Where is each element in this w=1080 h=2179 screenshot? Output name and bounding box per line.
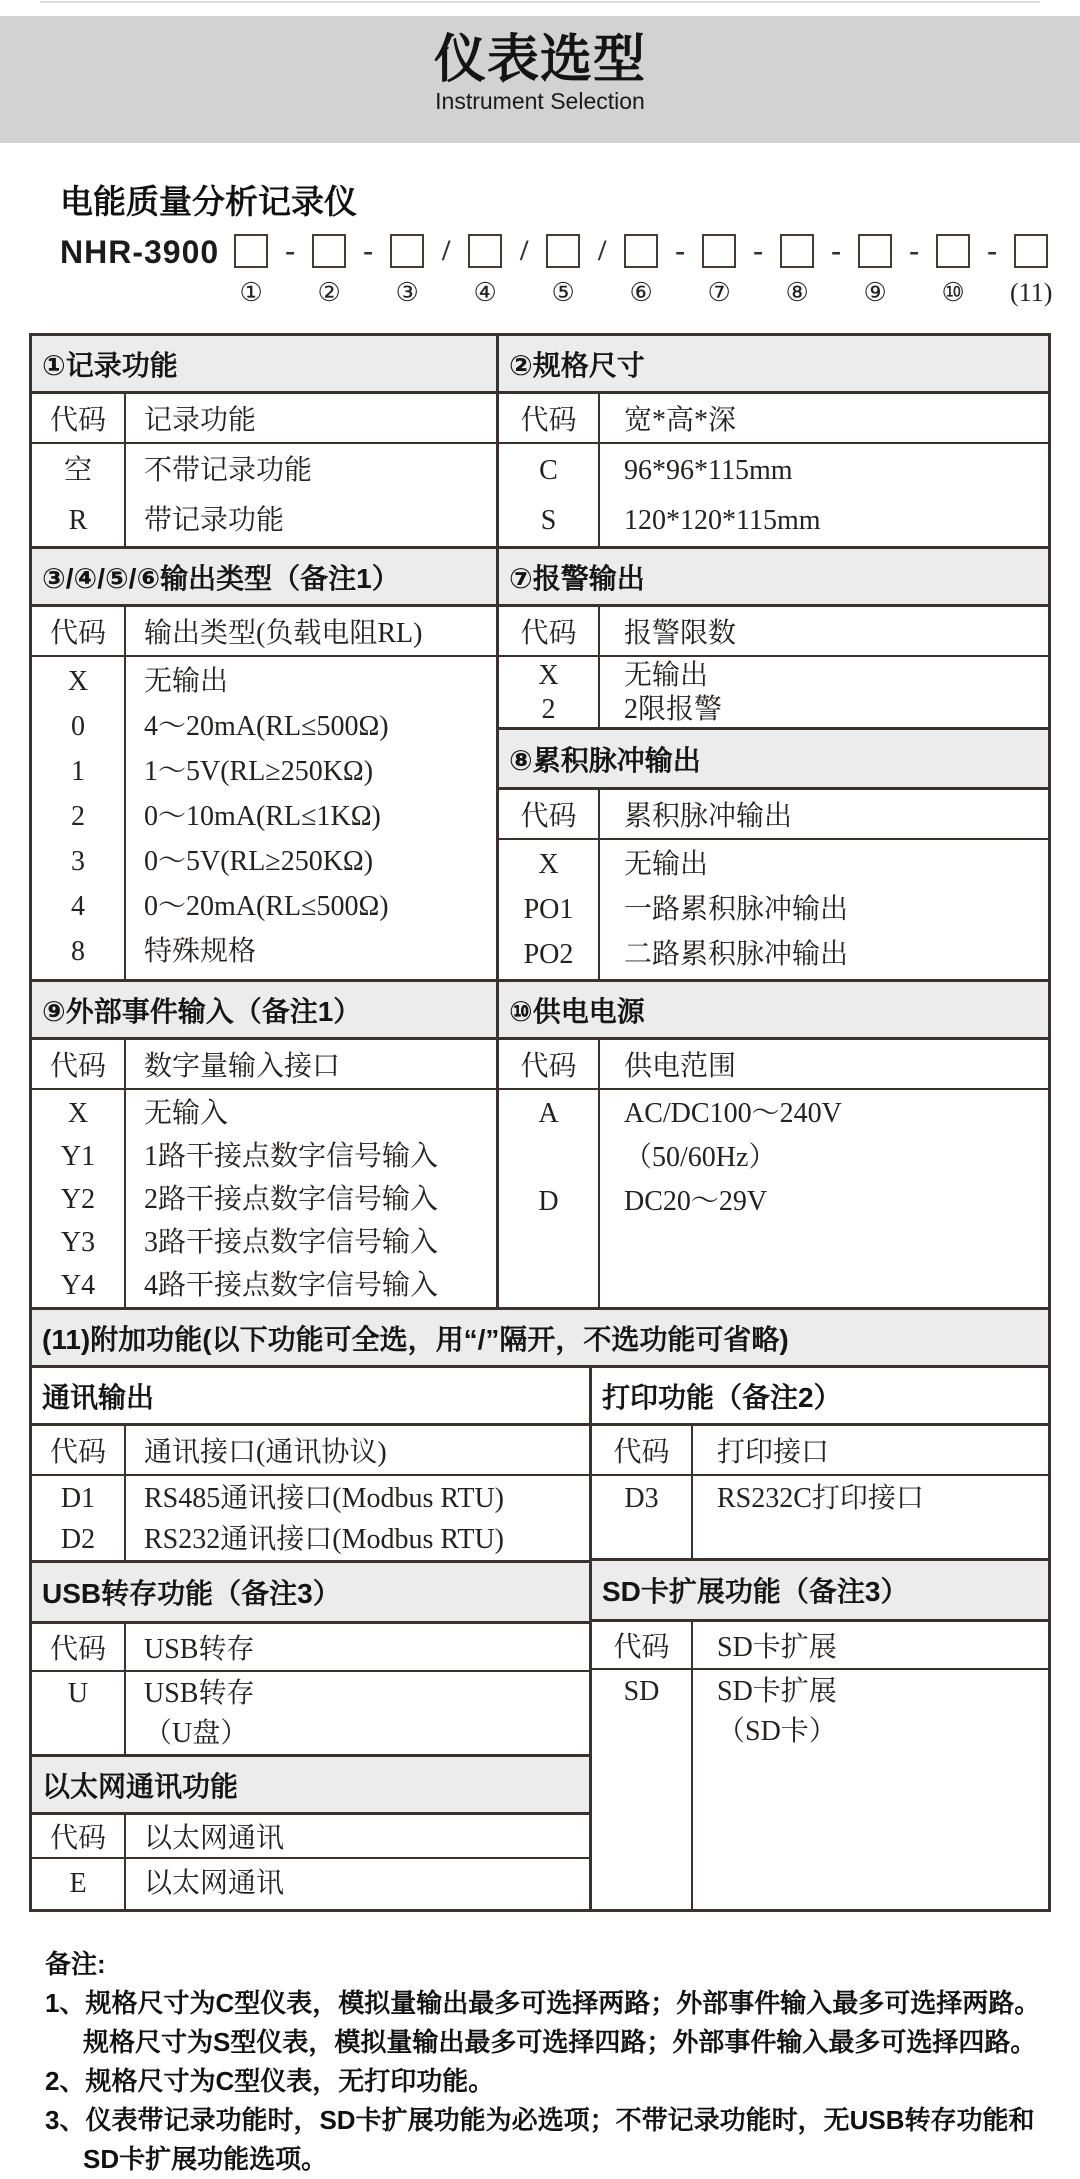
section-usb-title: USB转存功能（备注3） bbox=[32, 1563, 589, 1624]
code-cell: S bbox=[540, 505, 557, 536]
model-position-2 bbox=[311, 234, 347, 308]
section-2-dimensions bbox=[499, 336, 1048, 546]
code-cell bbox=[32, 1714, 124, 1754]
desc-cell: USB转存 bbox=[144, 1678, 255, 1709]
table-body bbox=[32, 657, 496, 979]
desc-cell: DC20～29V bbox=[624, 1186, 768, 1217]
band-additional-functions bbox=[32, 1310, 1048, 1368]
desc-cell: （SD卡） bbox=[717, 1716, 837, 1747]
model-code-box bbox=[546, 234, 580, 268]
desc-cell: 0～20mA(RL≤500Ω) bbox=[144, 891, 389, 922]
code-cell: X bbox=[538, 849, 559, 880]
code-cell: Y3 bbox=[60, 1227, 96, 1258]
model-position-label: ⑧ bbox=[785, 278, 809, 307]
section-title: ⑨外部事件输入（备注1） bbox=[32, 982, 496, 1040]
section-title: ⑩供电电源 bbox=[499, 982, 1048, 1040]
code-cell: 空 bbox=[63, 455, 92, 486]
code-cell: 1 bbox=[71, 756, 85, 787]
column-header: USB转存 bbox=[144, 1634, 255, 1665]
section-9-external-events bbox=[32, 982, 499, 1307]
column-header: 记录功能 bbox=[144, 405, 257, 436]
code-header: 代码 bbox=[32, 1624, 126, 1670]
code-cell: D bbox=[538, 1186, 559, 1217]
table-body bbox=[32, 1090, 496, 1307]
table-body bbox=[32, 444, 496, 546]
desc-cell: 3路干接点数字信号输入 bbox=[144, 1227, 439, 1258]
column-header-row bbox=[499, 394, 1048, 444]
model-separator: - bbox=[675, 234, 686, 267]
section-10-power-supply bbox=[499, 982, 1048, 1307]
left-stack-comm-usb-eth bbox=[32, 1368, 592, 1909]
model-code-box bbox=[624, 234, 658, 268]
model-position-label: ⑨ bbox=[863, 278, 887, 307]
model-position-label: ⑤ bbox=[551, 278, 575, 307]
column-header-row bbox=[499, 1040, 1048, 1090]
model-separator: / bbox=[598, 234, 607, 267]
code-header: 代码 bbox=[499, 607, 600, 655]
model-separator: - bbox=[753, 234, 764, 267]
model-separator: - bbox=[285, 234, 296, 267]
section-11-additional-title: (11)附加功能(以下功能可全选，用“/”隔开，不选功能可省略) bbox=[32, 1310, 1048, 1365]
column-header: 数字量输入接口 bbox=[144, 1051, 341, 1082]
code-cell: Y4 bbox=[60, 1270, 96, 1301]
model-separator: - bbox=[909, 234, 920, 267]
model-code-box bbox=[390, 234, 424, 268]
code-header: 代码 bbox=[592, 1622, 693, 1668]
column-header: 通讯接口(通讯协议) bbox=[144, 1437, 387, 1468]
section-comm-output-title: 通讯输出 bbox=[32, 1368, 589, 1426]
code-header: 代码 bbox=[592, 1426, 693, 1474]
note-line: SD卡扩展功能选项。 bbox=[83, 2144, 328, 2174]
note-line: 2、规格尺寸为C型仪表，无打印功能。 bbox=[45, 2066, 495, 2096]
desc-cell: 无输出 bbox=[624, 660, 709, 691]
model-code-box bbox=[234, 234, 268, 268]
column-header-row bbox=[32, 394, 496, 444]
model-prefix: NHR-3900 bbox=[60, 234, 220, 270]
model-code-box bbox=[468, 234, 502, 268]
code-cell: R bbox=[68, 505, 88, 536]
band-output-alarm bbox=[32, 549, 1048, 982]
section-1-record-function bbox=[32, 336, 499, 546]
right-stack-print-sd bbox=[592, 1368, 1048, 1909]
column-header: 报警限数 bbox=[624, 618, 737, 649]
notes-block bbox=[45, 1945, 1055, 2179]
model-separator: / bbox=[442, 234, 451, 267]
code-cell: X bbox=[67, 666, 89, 697]
column-header-row bbox=[32, 1040, 496, 1090]
model-position-4 bbox=[467, 234, 503, 308]
section-8-pulse-output-title: ⑧累积脉冲输出 bbox=[499, 730, 1048, 790]
column-header-row bbox=[592, 1426, 1048, 1476]
desc-cell: 无输出 bbox=[144, 666, 229, 697]
page-subtitle: Instrument Selection bbox=[435, 88, 645, 114]
model-position-5 bbox=[545, 234, 581, 308]
model-code-box bbox=[936, 234, 970, 268]
desc-cell: 1～5V(RL≥250KΩ) bbox=[144, 756, 374, 787]
desc-cell: 无输出 bbox=[624, 849, 709, 880]
desc-cell: 以太网通讯 bbox=[144, 1868, 285, 1899]
desc-cell: 二路累积脉冲输出 bbox=[624, 939, 849, 970]
column-header: 累积脉冲输出 bbox=[624, 801, 793, 832]
desc-cell: 2限报警 bbox=[624, 694, 723, 725]
column-header-row bbox=[32, 1624, 589, 1672]
desc-cell: 特殊规格 bbox=[144, 936, 257, 967]
model-position-label: ④ bbox=[473, 278, 497, 307]
band-events-power bbox=[32, 982, 1048, 1310]
page-title: 仪表选型 bbox=[433, 31, 646, 89]
model-code-box bbox=[312, 234, 346, 268]
note-line: 规格尺寸为S型仪表，模拟量输出最多可选择四路；外部事件输入最多可选择四路。 bbox=[83, 2027, 1037, 2057]
desc-cell: 无输入 bbox=[144, 1098, 229, 1129]
model-code-box bbox=[780, 234, 814, 268]
desc-cell: 一路累积脉冲输出 bbox=[624, 894, 849, 925]
note-line: 3、仪表带记录功能时，SD卡扩展功能为必选项；不带记录功能时，无USB转存功能和 bbox=[45, 2105, 1035, 2135]
model-separator: - bbox=[363, 234, 374, 267]
code-cell: Y2 bbox=[60, 1184, 96, 1215]
code-cell bbox=[592, 1712, 691, 1752]
model-position-11 bbox=[1010, 234, 1053, 308]
right-stack-alarm-pulse bbox=[499, 549, 1048, 979]
column-header: 以太网通讯 bbox=[144, 1823, 285, 1854]
section-title: ①记录功能 bbox=[32, 336, 496, 394]
model-separator: - bbox=[831, 234, 842, 267]
note-line: 1、规格尺寸为C型仪表，模拟量输出最多可选择两路；外部事件输入最多可选择两路。 bbox=[45, 1988, 1041, 2018]
section-title: ②规格尺寸 bbox=[499, 336, 1048, 394]
model-position-6 bbox=[623, 234, 659, 308]
code-header: 代码 bbox=[32, 607, 126, 655]
section-print-title: 打印功能（备注2） bbox=[592, 1368, 1048, 1426]
model-position-9 bbox=[857, 234, 893, 308]
section-7-alarm-output-title: ⑦报警输出 bbox=[499, 549, 1048, 607]
code-cell: 2 bbox=[541, 694, 556, 725]
desc-cell: 不带记录功能 bbox=[144, 455, 313, 486]
code-cell: X bbox=[67, 1098, 89, 1129]
table-body bbox=[499, 444, 1048, 546]
band-options bbox=[32, 1368, 1048, 1909]
desc-cell: 96*96*115mm bbox=[624, 455, 793, 486]
model-separator: / bbox=[520, 234, 529, 267]
table-body bbox=[592, 1670, 1048, 1909]
code-header: 代码 bbox=[499, 1040, 600, 1088]
code-cell: PO1 bbox=[523, 894, 574, 925]
code-cell: 2 bbox=[71, 801, 85, 832]
desc-cell: （50/60Hz） bbox=[624, 1142, 777, 1173]
model-position-8 bbox=[779, 234, 815, 308]
column-header: SD卡扩展 bbox=[717, 1632, 837, 1663]
section-title: ③/④/⑤/⑥输出类型（备注1） bbox=[32, 549, 496, 607]
code-header: 代码 bbox=[499, 394, 600, 442]
desc-cell: 2路干接点数字信号输入 bbox=[144, 1184, 439, 1215]
desc-cell: 带记录功能 bbox=[144, 505, 285, 536]
section-sd-title: SD卡扩展功能（备注3） bbox=[592, 1561, 1048, 1622]
table-body bbox=[32, 1476, 589, 1563]
model-position-1 bbox=[233, 234, 269, 308]
desc-cell: （U盘） bbox=[144, 1718, 249, 1749]
band-record-size bbox=[32, 336, 1048, 549]
code-header: 代码 bbox=[32, 394, 126, 442]
desc-cell: 1路干接点数字信号输入 bbox=[144, 1141, 439, 1172]
column-header: 宽*高*深 bbox=[624, 405, 737, 436]
section-ethernet-title: 以太网通讯功能 bbox=[32, 1757, 589, 1815]
column-header: 输出类型(负载电阻RL) bbox=[144, 618, 423, 649]
code-cell: D2 bbox=[60, 1524, 96, 1555]
code-cell: C bbox=[539, 455, 558, 486]
code-cell bbox=[499, 1136, 598, 1180]
table-body bbox=[592, 1476, 1048, 1561]
code-cell: D3 bbox=[624, 1483, 659, 1514]
column-header-row bbox=[592, 1622, 1048, 1670]
code-cell: E bbox=[69, 1868, 87, 1899]
desc-cell: 0～5V(RL≥250KΩ) bbox=[144, 846, 374, 877]
code-cell: 3 bbox=[71, 846, 85, 877]
model-code-row bbox=[60, 234, 1053, 308]
section-3456-output-type bbox=[32, 549, 499, 979]
column-header-row bbox=[499, 790, 1048, 840]
table-body bbox=[499, 1090, 1048, 1307]
code-cell: X bbox=[538, 660, 559, 691]
code-cell: U bbox=[67, 1678, 89, 1709]
model-position-label: ③ bbox=[395, 278, 419, 307]
code-cell: Y1 bbox=[60, 1141, 96, 1172]
model-position-label: ⑩ bbox=[941, 278, 965, 307]
code-header: 代码 bbox=[32, 1040, 126, 1088]
code-cell: 0 bbox=[71, 711, 85, 742]
model-position-label: ② bbox=[317, 278, 341, 307]
code-cell: PO2 bbox=[523, 939, 574, 970]
code-header: 代码 bbox=[32, 1426, 126, 1474]
model-position-7 bbox=[701, 234, 737, 308]
desc-cell: 0～10mA(RL≤1KΩ) bbox=[144, 801, 381, 832]
model-position-label: ⑦ bbox=[707, 278, 731, 307]
page-banner bbox=[0, 16, 1080, 143]
desc-cell: 120*120*115mm bbox=[624, 505, 821, 536]
code-cell: D1 bbox=[60, 1483, 96, 1514]
model-separator: - bbox=[987, 234, 998, 267]
table-body bbox=[499, 657, 1048, 730]
code-cell: A bbox=[538, 1098, 559, 1129]
desc-cell: SD卡扩展 bbox=[717, 1676, 837, 1707]
model-position-label: ⑥ bbox=[629, 278, 653, 307]
code-header: 代码 bbox=[32, 1815, 126, 1857]
column-header-row bbox=[32, 607, 496, 657]
top-rule bbox=[40, 1, 1040, 3]
selection-table bbox=[29, 333, 1051, 1912]
model-position-3 bbox=[389, 234, 425, 308]
column-header-row bbox=[32, 1815, 589, 1859]
desc-cell: RS232C打印接口 bbox=[717, 1483, 924, 1514]
desc-cell: RS232通讯接口(Modbus RTU) bbox=[144, 1524, 505, 1555]
code-cell: 4 bbox=[71, 891, 85, 922]
table-body bbox=[499, 840, 1048, 979]
model-position-label: (11) bbox=[1010, 278, 1053, 307]
code-header: 代码 bbox=[499, 790, 600, 838]
product-title: 电能质量分析记录仪 bbox=[60, 183, 357, 220]
desc-cell: 4～20mA(RL≤500Ω) bbox=[144, 711, 389, 742]
desc-cell: RS485通讯接口(Modbus RTU) bbox=[144, 1483, 505, 1514]
model-code-box bbox=[702, 234, 736, 268]
desc-cell: AC/DC100～240V bbox=[624, 1098, 842, 1129]
column-header: 供电范围 bbox=[624, 1051, 737, 1082]
column-header-row bbox=[499, 607, 1048, 657]
table-body bbox=[32, 1859, 589, 1909]
model-position-label: ① bbox=[239, 278, 263, 307]
model-code-box bbox=[858, 234, 892, 268]
table-body bbox=[32, 1672, 589, 1757]
model-code-box bbox=[1014, 234, 1048, 268]
model-position-10 bbox=[935, 234, 971, 308]
code-cell: SD bbox=[623, 1676, 660, 1707]
desc-cell: 4路干接点数字信号输入 bbox=[144, 1270, 439, 1301]
notes-heading: 备注: bbox=[45, 1949, 106, 1979]
code-cell: 8 bbox=[71, 936, 85, 967]
column-header: 打印接口 bbox=[717, 1437, 830, 1468]
column-header-row bbox=[32, 1426, 589, 1476]
